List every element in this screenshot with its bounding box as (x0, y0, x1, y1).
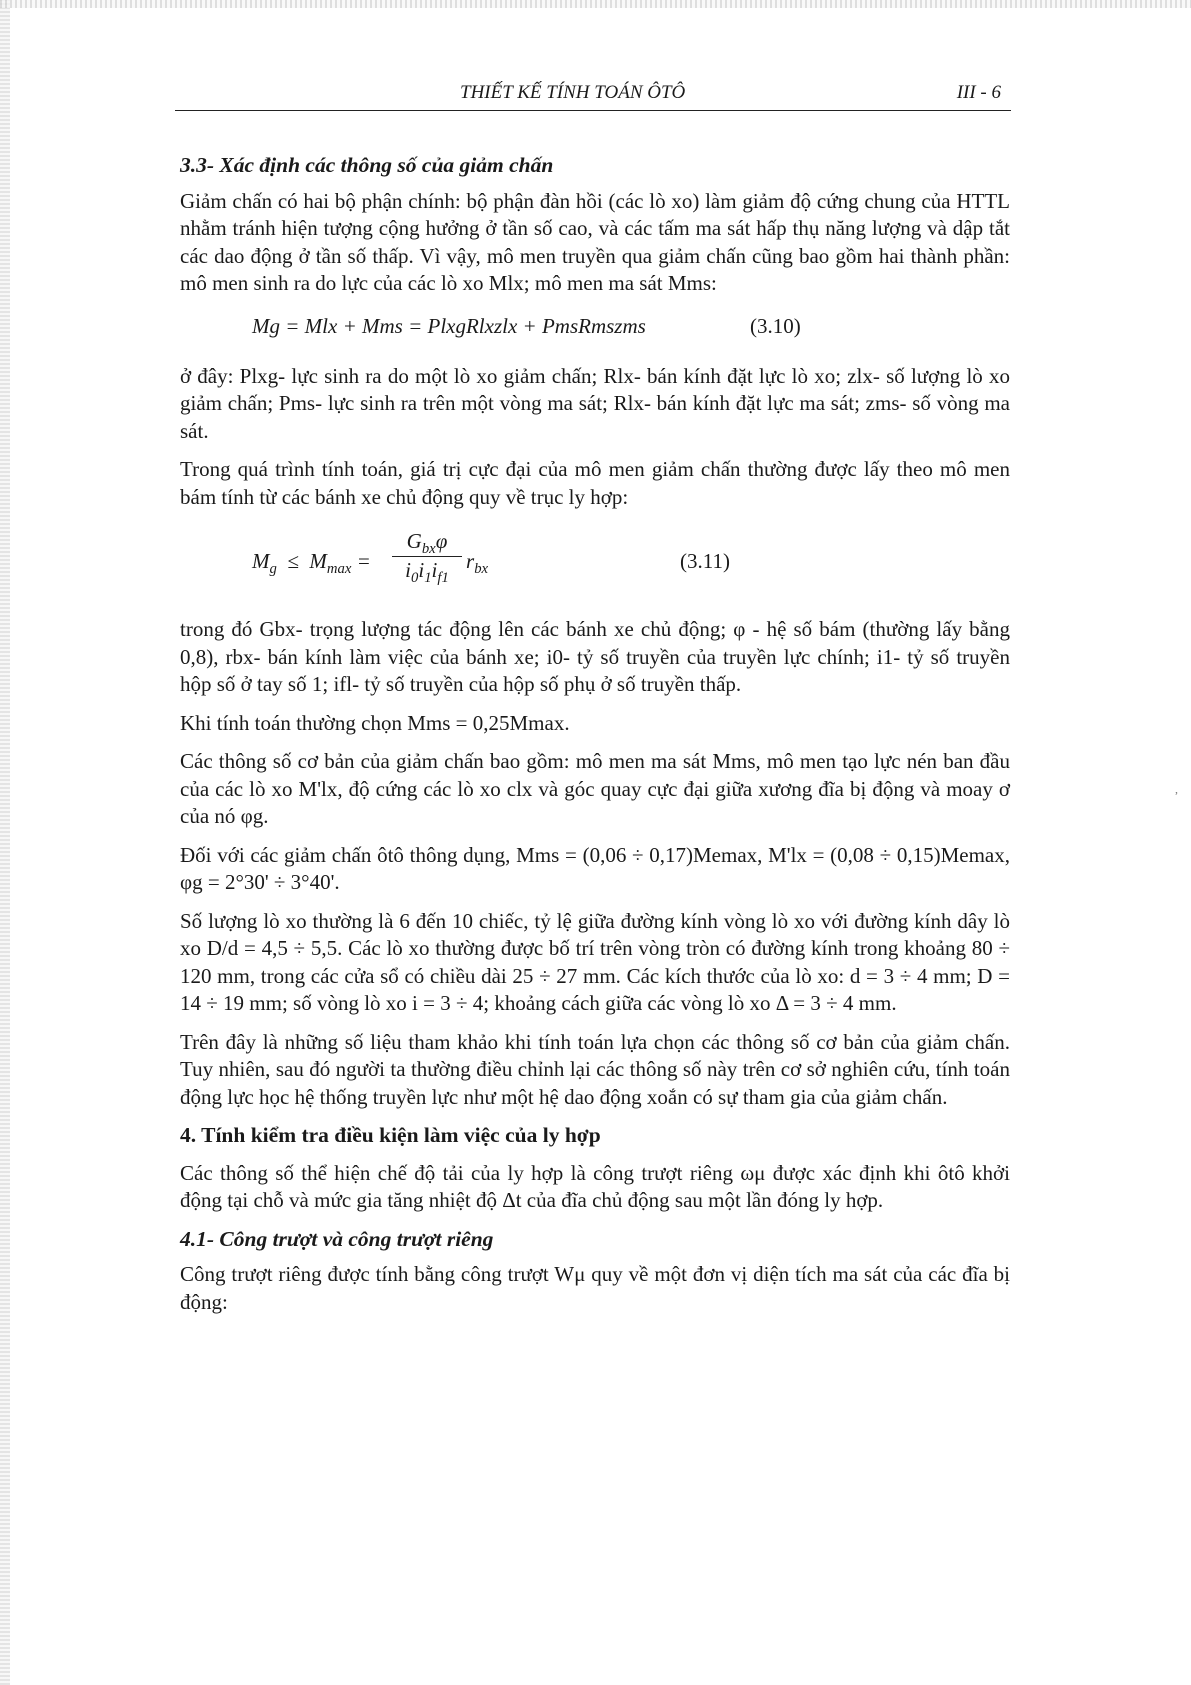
formula-3-11 (180, 522, 1010, 602)
paragraph: Đối với các giảm chấn ôtô thông dụng, Mms = (0,06 ÷ 0,17)Memax, M'lx = (0,08 ÷ 0,15)Memax, φg = 2°30' ÷ 3°40'. (180, 842, 1010, 894)
fraction-denominator: $i_0i_1i_{f1}$ (405, 557, 449, 586)
paragraph: Giảm chấn có hai bộ phận chính: bộ phận đàn hồi (các lò xo) làm giảm độ cứng chung của HTTL nhằm tránh hiện tượng cộng hưởng ở tần số cao, và các tấm ma sát hấp thụ năng lượng và dập tắt các dao động ở tần số thấp. Vì vậy, mô men truyền qua giảm chấn cũng bao gồm hai thành phần: mô men sinh ra do lực của các lò xo Mlx; mô men ma sát Mms: (180, 188, 1010, 295)
paragraph: Trên đây là những số liệu tham khảo khi tính toán lựa chọn các thông số cơ bản của giảm chấn. Tuy nhiên, sau đó người ta thường điều chỉnh lại các thông số này trên cơ sở nghiên cứu, tính toán động lực học hệ thống truyền lực như một hệ dao động xoắn có sự tham gia của giảm chấn. (180, 1029, 1010, 1109)
paragraph: Trong quá trình tính toán, giá trị cực đại của mô men giảm chấn thường được lấy theo mô men bám tính từ các bánh xe chủ động quy về trục ly hợp: (180, 457, 1010, 509)
page-content (180, 152, 1010, 1327)
heading-3-3: 3.3- Xác định các thông số của giảm chấn (180, 153, 554, 177)
formula-rbx: $r_{bx}$ (466, 549, 489, 577)
scan-edge-left (0, 0, 10, 1685)
paragraph: Các thông số thể hiện chế độ tải của ly hợp là công trượt riêng ωμ được xác định khi ôtô khởi động tại chỗ và mức gia tăng nhiệt độ Δt của đĩa chủ động sau một lần đóng ly hợp. (180, 1160, 1010, 1212)
paragraph: Số lượng lò xo thường là 6 đến 10 chiếc, tỷ lệ giữa đường kính vòng lò xo với đường kính dây lò xo D/d = 4,5 ÷ 5,5. Các lò xo thường được bố trí trên vòng tròn có đường kính trong khoảng 80 ÷ 120 mm, trong các cửa sổ có chiều dài 25 ÷ 27 mm. Các kích thước của lò xo: d = 3 ÷ 4 mm; D = 14 ÷ 19 mm; số vòng lò xo i = 3 ÷ 4; khoảng cách giữa các vòng lò xo Δ = 3 ÷ 4 mm. (180, 908, 1010, 1015)
formula-expression: Mg = Mlx + Mms = PlxgRlxzlx + PmsRmszms (252, 313, 646, 338)
paragraph: trong đó Gbx- trọng lượng tác động lên các bánh xe chủ động; φ - hệ số bám (thường lấy bằng 0,8), rbx- bán kính làm việc của bánh xe; i0- tỷ số truyền của truyền lực chính; i1- tỷ số truyền hộp số ở tay số 1; ifl- tỷ số truyền của hộp số phụ ở số truyền thấp. (180, 617, 1010, 696)
paragraph: Khi tính toán thường chọn Mms = 0,25Mmax. (180, 710, 570, 735)
paragraph: Các thông số cơ bản của giảm chấn bao gồm: mô men ma sát Mms, mô men tạo lực nén ban đầu của các lò xo M'lx, độ cứng các lò xo clx và góc quay cực đại giữa xương đĩa bị động và moay ơ của nó φg. (180, 749, 1010, 828)
heading-4-1: 4.1- Công trượt và công trượt riêng (180, 1226, 494, 1251)
formula-lhs: $M_g \le M_{max}$ = (252, 549, 371, 577)
formula-fraction (392, 528, 462, 584)
header-title: THIẾT KẾ TÍNH TOÁN ÔTÔ (460, 82, 686, 103)
formula-number: (3.11) (680, 549, 730, 573)
fraction-numerator: $G_{bx}\varphi$ (392, 528, 462, 557)
heading-4: 4. Tính kiểm tra điều kiện làm việc của ly hợp (180, 1123, 601, 1147)
formula-3-10 (180, 309, 1010, 355)
paragraph: Công trượt riêng được tính bằng công trượt Wμ quy về một đơn vị diện tích ma sát của các đĩa bị động: (180, 1262, 1010, 1314)
scan-mark: , (1175, 782, 1178, 796)
page-header (175, 82, 1011, 111)
page-number: III - 6 (956, 82, 1001, 103)
scan-edge-top (0, 0, 1191, 8)
formula-number: (3.10) (750, 313, 801, 338)
paragraph: ở đây: Plxg- lực sinh ra do một lò xo giảm chấn; Rlx- bán kính đặt lực lò xo; zlx- số lượng lò xo giảm chấn; Pms- lực sinh ra trên một vòng ma sát; Rlx- bán kính đặt lực ma sát; zms- số vòng ma sát. (180, 363, 1010, 443)
